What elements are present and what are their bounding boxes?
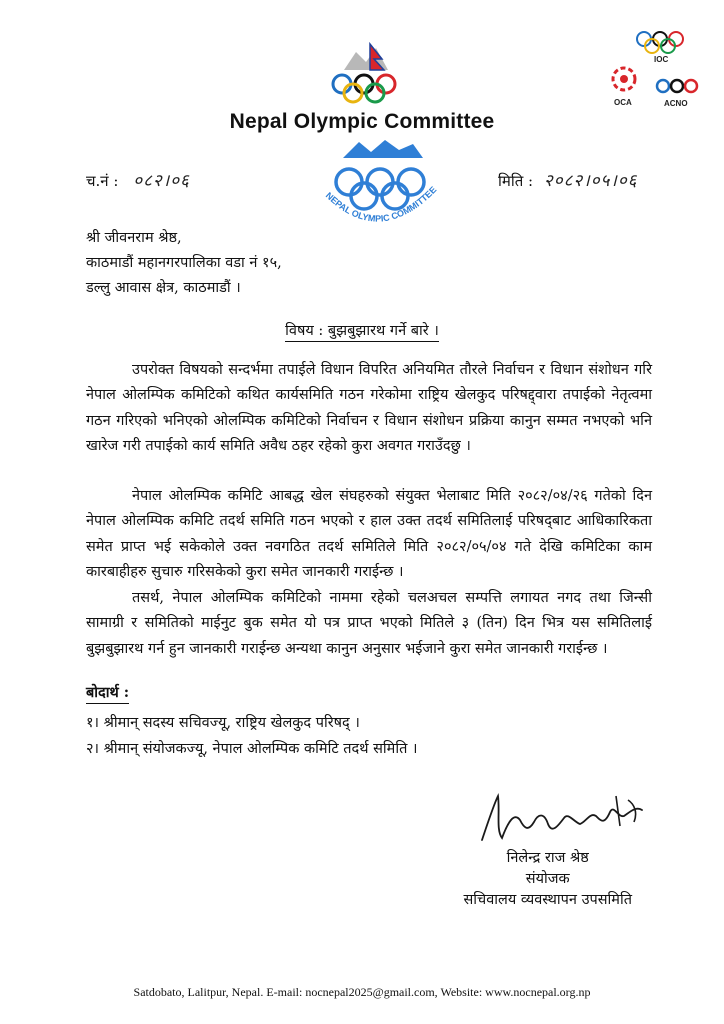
addressee-address: काठमाडौं महानगरपालिका वडा नं १५, — [86, 255, 282, 271]
cc-item: १। श्रीमान् सदस्य सचिवज्यू, राष्ट्रिय खेलकुद परिषद् । — [86, 715, 360, 731]
oca-label: OCA — [614, 98, 632, 107]
signatory-title: संयोजक — [525, 871, 570, 887]
addressee-locality: डल्लु आवास क्षेत्र, काठमाडौं । — [86, 280, 241, 296]
org-name-heading: Nepal Olympic Committee — [229, 110, 495, 133]
body-paragraph-1: उपरोक्त विषयको सन्दर्भमा तपाईले विधान विपरित अनियमित तौरले निर्वाचन र विधान संशोधन गरि नेपाल ओलम्पिक कमिटिको कथित कार्यसमिति गठन गरेकोमा राष्ट्रिय खेलकुद परिषद्द्वारा तपाईको नेतृत्वमा गठन गरिएको भनिएको ओलम्पिक कमिटिको निर्वाचन र विधान संशोधन प्रक्रिया कानुन सम्मत नभएको भनि खारेज गरी तपाईको कार्य समिति अवैध ठहर रहेको कुरा अवगत गराउँदछु । — [86, 362, 652, 454]
noc-seal — [315, 140, 445, 240]
reference-number — [86, 168, 190, 191]
noc-logo-graphic — [330, 40, 402, 108]
acno-logo — [654, 74, 702, 110]
noc-seal-graphic — [315, 140, 445, 240]
addressee-name: श्री जीवनराम श्रेष्ठ, — [86, 230, 182, 246]
signatory-block — [463, 848, 632, 911]
cc-item: २। श्रीमान् संयोजकज्यू, नेपाल ओलम्पिक कमिटि तदर्थ समिति । — [86, 741, 418, 757]
cc-heading: बोदार्थ : — [86, 683, 129, 704]
ioc-logo — [633, 28, 689, 64]
ref-label: च.नं : — [86, 172, 119, 190]
ioc-label: IOC — [654, 55, 669, 64]
date-value: २०८२।०५।०६ — [543, 171, 638, 191]
subject-line — [0, 320, 724, 340]
oca-logo — [606, 64, 648, 108]
letter-date — [498, 168, 638, 191]
subject-text: विषय : बुझबुझारथ गर्ने बारे । — [285, 323, 439, 342]
addressee-block — [86, 226, 282, 301]
acno-label: ACNO — [664, 99, 688, 108]
footer-contact: Satdobato, Lalitpur, Nepal. E-mail: nocnepal2025@gmail.com, Website: www.nocnepal.org.np — [133, 985, 591, 999]
body-paragraph-3: तसर्थ, नेपाल ओलम्पिक कमिटिको नाममा रहेको चलअचल सम्पत्ति लगायत नगद तथा जिन्सी सामाग्री र समितिको माईनुट बुक समेत यो पत्र प्राप्त भएको मितिले ३ (तिन) दिन भित्र यस समितिलाई बुझबुझारथ गर्न हुन जानकारी गराईन्छ अन्यथा कानुन अनुसार भईजाने कुरा समेत जानकारी गराईन्छ । — [86, 590, 652, 657]
ref-number-value: ०८२।०६ — [133, 171, 190, 191]
seal-mountain-icon — [343, 140, 423, 158]
signatory-unit: सचिवालय व्यवस्थापन उपसमिति — [463, 892, 632, 908]
date-label: मिति : — [498, 172, 534, 190]
body-paragraph-2: नेपाल ओलम्पिक कमिटि आबद्ध खेल संघहरुको संयुक्त भेलाबाट मिति २०८२/०४/२६ गतेको दिन नेपाल ओलम्पिक कमिटि तदर्थ समिति गठन भएको र हाल उक्त तदर्थ समितिलाई परिषद्‌बाट आधिकारिकता समेत प्राप्त भई सकेकोले उक्त नवगठित तदर्थ समितिले मिति २०८२/०५/०४ गते देखि कमिटिका काम कारबाहीहरु सुचारु गरिसकेको कुरा समेत जानकारी गराईन्छ । — [86, 488, 652, 580]
noc-logo — [330, 40, 402, 108]
seal-text: NEPAL OLYMPIC COMMITTEE — [323, 184, 439, 224]
signature — [468, 782, 658, 852]
signatory-name: निलेन्द्र राज श्रेष्ठ — [506, 850, 589, 866]
